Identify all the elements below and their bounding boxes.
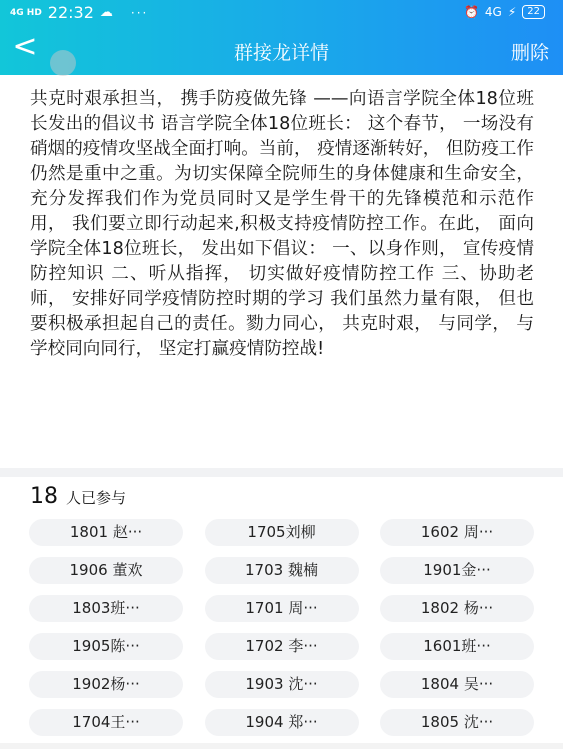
section-divider [0, 468, 563, 477]
alarm-icon: ⏰ [463, 5, 479, 19]
participant-chip[interactable]: 1902杨··· [29, 671, 183, 698]
participant-chip[interactable]: 1702 李··· [205, 633, 359, 660]
participant-chip[interactable]: 1903 沈··· [205, 671, 359, 698]
status-left [10, 3, 148, 22]
bottom-edge [0, 743, 563, 749]
network-label: 4G [484, 5, 502, 19]
participant-chip[interactable]: 1905陈··· [29, 633, 183, 660]
cloud-icon: ☁ [99, 5, 113, 20]
participant-chip[interactable]: 1804 吴··· [380, 671, 534, 698]
participant-chip[interactable]: 1601班··· [380, 633, 534, 660]
charging-icon: ⚡ [507, 5, 517, 19]
delete-button[interactable]: 删除 [510, 42, 549, 64]
participant-chip[interactable]: 1803班··· [29, 595, 183, 622]
top-header [0, 0, 563, 75]
back-button[interactable]: < [12, 29, 38, 64]
participant-chip[interactable]: 1805 沈··· [380, 709, 534, 736]
status-time: 22:32 [47, 3, 94, 22]
participant-chip[interactable]: 1705刘柳 [205, 519, 359, 546]
avatar [50, 50, 76, 76]
participant-chip[interactable]: 1703 魏楠 [205, 557, 359, 584]
participant-grid [29, 519, 534, 736]
signal-icon: 4G HD [10, 7, 42, 18]
participant-chip[interactable]: 1704王··· [29, 709, 183, 736]
participant-chip[interactable]: 1602 周··· [380, 519, 534, 546]
page-title: 群接龙详情 [233, 42, 329, 64]
participant-count: 18 [30, 484, 58, 509]
proposal-text: 共克时艰承担当， 携手防疫做先锋 ——向语言学院全体18位班长发出的倡议书 语言学院全体18位班长： 这个春节， 一场没有硝烟的疫情攻坚战全面打响。当前， 疫情逐渐转好， 但防疫工作仍然是重中之重。为切实保障全院师生的身体健康和生命安全， 充分发挥我们作为党员同时又是学生骨干的先锋模范和示范作用， 我们要立即行动起来,积极支持疫情防控工作。在此， 面向学院全体18位班长， 发出如下倡议： 一、以身作则， 宣传疫情防控知识 二、听从指挥， 切实做好疫情防控工作 三、协助老师， 安排好同学疫情防控时期的学习 我们虽然力量有限， 但也要积极承担起自己的责任。勠力同心， 共克时艰， 与同学， 与学校同向同行， 坚定打赢疫情防控战! [30, 89, 534, 359]
participant-chip[interactable]: 1906 董欢 [29, 557, 183, 584]
participants-header [30, 484, 126, 509]
participant-label: 人已参与 [66, 489, 127, 507]
participant-chip[interactable]: 1801 赵··· [29, 519, 183, 546]
participant-chip[interactable]: 1701 周··· [205, 595, 359, 622]
battery-icon: 22 [522, 5, 545, 19]
nav-bar [0, 24, 563, 75]
status-bar [0, 0, 563, 24]
participant-chip[interactable]: 1904 郑··· [205, 709, 359, 736]
participant-chip[interactable]: 1802 杨··· [380, 595, 534, 622]
more-notifications-icon: ··· [130, 5, 149, 20]
participant-chip[interactable]: 1901金··· [380, 557, 534, 584]
status-right [464, 5, 545, 19]
